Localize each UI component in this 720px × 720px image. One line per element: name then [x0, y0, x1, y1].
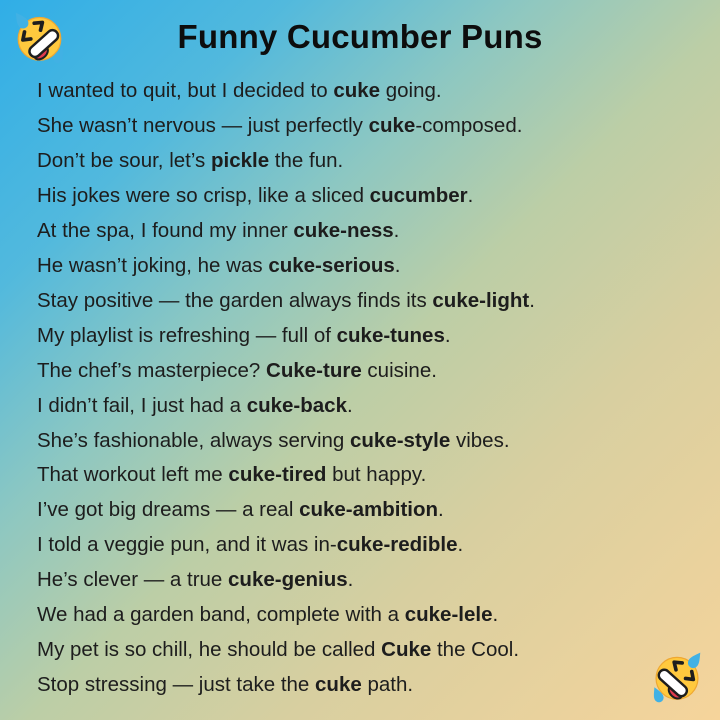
pun-line: His jokes were so crisp, like a sliced cucumber. — [37, 183, 474, 207]
pun-line: He wasn’t joking, he was cuke-serious. — [37, 253, 401, 277]
pun-line: My pet is so chill, he should be called Cuke the Cool. — [37, 638, 520, 662]
pun-line: I’ve got big dreams — a real cuke-ambition. — [37, 498, 444, 522]
pun-line: We had a garden band, complete with a cuke-lele. — [37, 603, 499, 627]
pun-list — [37, 74, 700, 703]
page-title: Funny Cucumber Puns — [177, 18, 543, 55]
pun-line: I wanted to quit, but I decided to cuke going. — [37, 79, 442, 102]
pun-line: At the spa, I found my inner cuke-ness. — [37, 218, 400, 242]
pun-line: She’s fashionable, always serving cuke-style vibes. — [37, 428, 510, 452]
pun-line: He’s clever — a true cuke-genius. — [37, 568, 354, 592]
pun-line: Stop stressing — just take the cuke path. — [37, 673, 414, 697]
pun-line: The chef’s masterpiece? Cuke-ture cuisine. — [37, 358, 437, 382]
pun-line: She wasn’t nervous — just perfectly cuke-composed. — [37, 113, 523, 137]
pun-line: My playlist is refreshing — full of cuke-tunes. — [37, 323, 451, 347]
rofl-laughing-emoji-mirrored — [648, 648, 706, 707]
pun-line: Don’t be sour, let’s pickle the fun. — [37, 148, 344, 172]
pun-line: I told a veggie pun, and it was in-cuke-redible. — [37, 533, 464, 557]
pun-line: I didn’t fail, I just had a cuke-back. — [37, 393, 353, 417]
pun-line: That workout left me cuke-tired but happy. — [37, 463, 427, 487]
pun-line: Stay positive — the garden always finds its cuke-light. — [37, 288, 535, 312]
